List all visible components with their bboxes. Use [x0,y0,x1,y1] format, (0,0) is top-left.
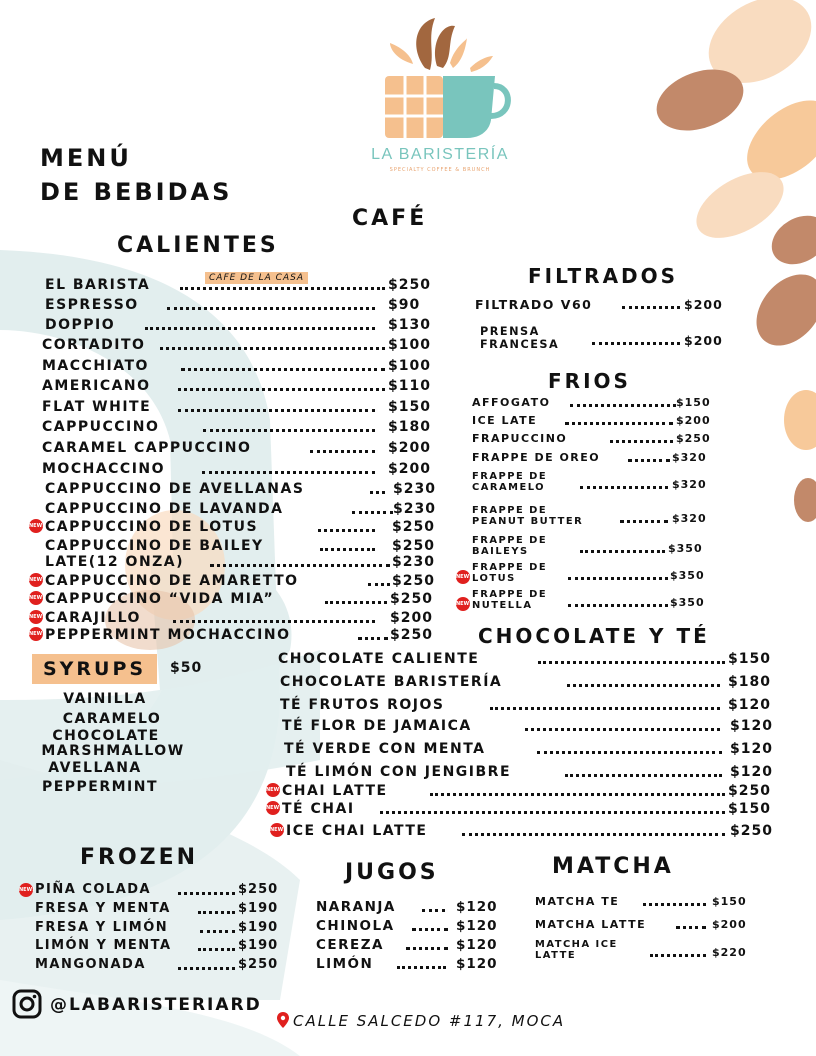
chocolate-item-price: $250 [728,783,771,799]
menu-heading-line2: DE BEBIDAS [40,178,233,206]
calientes-item-price: $200 [388,461,431,477]
jugos-item-price: $120 [456,918,498,934]
matcha-item-price: $150 [712,895,747,908]
filtrados-item-price: $200 [684,333,723,348]
matcha-title: MATCHA [552,854,674,879]
jugos-item-name: CEREZA [316,937,384,953]
calientes-item-price: $250 [392,538,435,554]
jugos-item-name: CHINOLA [316,918,395,934]
filtrados-item-price: $200 [684,297,723,312]
calientes-item-name: MOCHACCINO [42,461,166,477]
chocolate-dot-leader [567,684,720,687]
calientes-dot-leader [202,471,375,474]
frozen-item-price: $190 [238,920,279,935]
matcha-item-price: $200 [712,918,747,931]
chocolate-item-name: CHOCOLATE BARISTERÍA [280,674,503,690]
logo-tagline: SPECIALTY COFFEE & BRUNCH [389,167,491,173]
calientes-title: CALIENTES [117,233,279,258]
syrup-item: CARAMELO [62,711,162,727]
frios-item-name: FRAPUCCINO [472,432,568,445]
frozen-item-price: $250 [238,882,279,897]
frios-item-name: ICE LATE [472,414,538,427]
calientes-item-price: $250 [388,277,431,293]
calientes-item-price: $230 [393,501,436,517]
calientes-item-name: MACCHIATO [42,358,149,374]
house-coffee-tag: CAFE DE LA CASA [205,272,308,284]
chocolate-item-price: $120 [730,741,773,757]
calientes-dot-leader [181,368,385,371]
frios-item-name-line2: CARAMELO [472,481,546,493]
matcha-dot-leader [643,903,706,906]
new-badge: NEW! [456,570,470,584]
calientes-dot-leader [210,564,390,567]
frozen-item-name: MANGONADA [35,957,146,972]
calientes-item-name: FLAT WHITE [42,399,152,415]
calientes-item-name: CAPPUCCINO “VIDA MIA” [45,591,275,607]
calientes-item-name: CAPPUCCINO DE LAVANDA [45,501,284,517]
chocolate-item-price: $150 [728,651,771,667]
frios-dot-leader [565,422,673,425]
cafe-title: CAFÉ [352,206,428,231]
chocolate-item-name: TÉ FLOR DE JAMAICA [282,718,472,734]
frios-dot-leader [570,404,676,407]
frios-dot-leader [580,486,668,489]
frios-item-price: $250 [676,432,711,445]
frios-item-name: FRAPPE DE [472,504,548,516]
chocolate-item-price: $120 [728,697,771,713]
calientes-item-price: $250 [390,627,433,643]
frios-item-name: FRAPPE DE OREO [472,451,601,464]
chocolate-item-name: TÉ VERDE CON MENTA [284,741,486,757]
frozen-dot-leader [198,911,235,914]
jugos-dot-leader [397,966,446,969]
filtrados-item-name: FILTRADO V60 [475,297,593,312]
address: CALLE SALCEDO #117, MOCA [293,1012,566,1030]
new-badge: NEW! [270,823,284,837]
frios-dot-leader [580,550,665,553]
menu-heading-line1: MENÚ [40,144,132,172]
frios-item-name: FRAPPE DE [472,561,548,573]
frozen-item-price: $190 [238,901,279,916]
chocolate-item-name: CHOCOLATE CALIENTE [278,651,480,667]
filtrados-title: FILTRADOS [528,264,679,288]
chocolate-dot-leader [538,661,725,664]
calientes-item-price: $200 [390,610,433,626]
calientes-dot-leader [178,409,375,412]
calientes-item-name: AMERICANO [42,378,151,394]
new-badge: NEW! [29,610,43,624]
calientes-item-price: $230 [392,554,435,570]
frozen-item-name: LIMÓN Y MENTA [35,938,172,953]
calientes-item-price: $130 [388,317,431,333]
new-badge: NEW! [29,591,43,605]
calientes-dot-leader [352,511,393,514]
frozen-dot-leader [178,967,235,970]
chocolate-item-name: CHAI LATTE [282,783,388,799]
calientes-item-name: DOPPIO [45,317,116,333]
syrup-item: PEPPERMINT [41,779,159,795]
syrup-item: MARSHMALLOW [41,743,185,759]
calientes-dot-leader [180,287,385,290]
jugos-item-name: NARANJA [316,899,396,915]
calientes-item-name: LATE(12 ONZA) [45,554,185,570]
calientes-dot-leader [203,429,375,432]
map-pin-icon [277,1012,289,1032]
coffee-cup-logo-icon [355,8,525,148]
calientes-dot-leader [167,307,375,310]
calientes-item-name: CAPPUCCINO [42,419,160,435]
frios-item-name-line2: PEANUT BUTTER [472,515,584,527]
frozen-dot-leader [198,948,235,951]
calientes-item-name: CARAMEL CAPPUCCINO [42,440,252,456]
matcha-item-name: MATCHA TE [535,895,620,908]
frozen-item-price: $250 [238,957,279,972]
chocolate-item-name: ICE CHAI LATTE [286,823,428,839]
jugos-item-price: $120 [456,899,498,915]
calientes-item-price: $110 [388,378,431,394]
calientes-item-price: $250 [390,591,433,607]
filtrados-item-name-line2: FRANCESA [480,337,560,351]
chocolate-item-price: $120 [730,718,773,734]
frios-dot-leader [620,520,668,523]
frozen-dot-leader [178,892,235,895]
frios-item-price: $320 [672,451,707,464]
chocolate-item-price: $150 [728,801,771,817]
frios-item-name: FRAPPE DE [472,588,548,600]
frios-item-name: FRAPPE DE [472,534,548,546]
matcha-item-price: $220 [712,946,747,959]
frios-item-price: $150 [676,396,711,409]
frozen-item-name: FRESA Y MENTA [35,901,171,916]
calientes-dot-leader [160,347,385,350]
calientes-item-name: CAPPUCCINO DE AMARETTO [45,573,299,589]
calientes-item-price: $180 [388,419,431,435]
chocolate-dot-leader [565,774,722,777]
jugos-dot-leader [422,909,445,912]
matcha-item-name: MATCHA ICE [535,938,618,950]
chocolate-item-price: $180 [728,674,771,690]
filtrados-dot-leader [622,306,680,309]
jugos-item-name: LIMÓN [316,956,374,972]
new-badge: NEW! [29,519,43,533]
jugos-item-price: $120 [456,937,498,953]
calientes-item-name: CAPPUCCINO DE BAILEY [45,538,264,554]
frios-dot-leader [610,440,673,443]
matcha-item-name-line2: LATTE [535,949,577,961]
jugos-item-price: $120 [456,956,498,972]
instagram-handle[interactable]: @LABARISTERIARD [50,995,262,1015]
frios-title: FRIOS [548,369,631,393]
frios-dot-leader [628,459,670,462]
calientes-dot-leader [325,601,387,604]
calientes-dot-leader [320,548,375,551]
frios-item-price: $350 [670,569,705,582]
calientes-item-price: $200 [388,440,431,456]
frios-dot-leader [568,604,668,607]
frozen-dot-leader [200,930,235,933]
calientes-dot-leader [178,388,385,391]
calientes-dot-leader [173,620,375,623]
matcha-item-name: MATCHA LATTE [535,918,647,931]
frios-item-price: $320 [672,512,707,525]
instagram-icon[interactable] [12,989,42,1019]
frios-item-price: $350 [668,542,703,555]
frozen-title: FROZEN [80,845,199,870]
calientes-item-price: $100 [388,358,431,374]
chocolate-item-price: $120 [730,764,773,780]
jugos-dot-leader [406,947,448,950]
frozen-item-name: FRESA Y LIMÓN [35,920,169,935]
chocolate-item-price: $250 [730,823,773,839]
chocolate-item-name: TÉ LIMÓN CON JENGIBRE [286,764,512,780]
calientes-item-name: ESPRESSO [45,297,139,313]
calientes-item-name: CAPPUCCINO DE AVELLANAS [45,481,305,497]
chocolate-dot-leader [380,811,725,814]
calientes-item-price: $100 [388,337,431,353]
calientes-item-price: $150 [388,399,431,415]
new-badge: NEW! [29,573,43,587]
logo-name: LA BARISTERÍA [371,146,509,163]
frios-item-name-line2: BAILEYS [472,545,529,557]
chocolate-title: CHOCOLATE Y TÉ [478,624,710,648]
syrup-item: VAINILLA [63,691,147,707]
chocolate-dot-leader [462,833,725,836]
frios-item-name: AFFOGATO [472,396,551,409]
chocolate-item-name: TÉ CHAI [282,801,355,817]
frios-item-price: $350 [670,596,705,609]
frios-item-name-line2: NUTELLA [472,599,533,611]
calientes-item-name: EL BARISTA [45,277,151,293]
calientes-dot-leader [310,450,375,453]
calientes-dot-leader [358,637,388,640]
calientes-item-name: CARAJILLO [45,610,141,626]
new-badge: NEW! [456,597,470,611]
jugos-title: JUGOS [345,860,439,885]
matcha-dot-leader [676,926,706,929]
frios-item-price: $200 [676,414,711,427]
chocolate-dot-leader [490,707,720,710]
logo [355,8,525,184]
new-badge: NEW! [266,783,280,797]
frios-item-name-line2: LOTUS [472,572,516,584]
frozen-item-name: PIÑA COLADA [35,882,152,897]
frios-item-price: $320 [672,478,707,491]
calientes-item-name: PEPPERMINT MOCHACCINO [45,627,291,643]
calientes-item-price: $230 [393,481,436,497]
syrups-price: $50 [170,660,203,676]
calientes-item-price: $90 [388,297,421,313]
calientes-item-price: $250 [392,519,435,535]
calientes-item-price: $250 [392,573,435,589]
frios-dot-leader [568,577,668,580]
chocolate-item-name: TÉ FRUTOS ROJOS [280,697,445,713]
new-badge: NEW! [19,883,33,897]
calientes-dot-leader [318,529,375,532]
calientes-item-name: CAPPUCCINO DE LOTUS [45,519,259,535]
calientes-dot-leader [145,327,375,330]
new-badge: NEW! [29,627,43,641]
jugos-dot-leader [412,928,448,931]
frozen-item-price: $190 [238,938,279,953]
chocolate-dot-leader [525,728,720,731]
syrups-label: SYRUPS [32,654,157,684]
chocolate-dot-leader [430,793,725,796]
chocolate-dot-leader [537,751,722,754]
calientes-item-name: CORTADITO [42,337,146,353]
matcha-dot-leader [650,954,706,957]
filtrados-item-name: PRENSA [480,325,540,339]
syrup-item: AVELLANA [48,760,142,776]
new-badge: NEW! [266,801,280,815]
frios-item-name: FRAPPE DE [472,470,548,482]
filtrados-dot-leader [592,342,680,345]
calientes-dot-leader [370,491,385,494]
calientes-dot-leader [368,583,390,586]
syrup-item: CHOCOLATE [52,728,160,744]
